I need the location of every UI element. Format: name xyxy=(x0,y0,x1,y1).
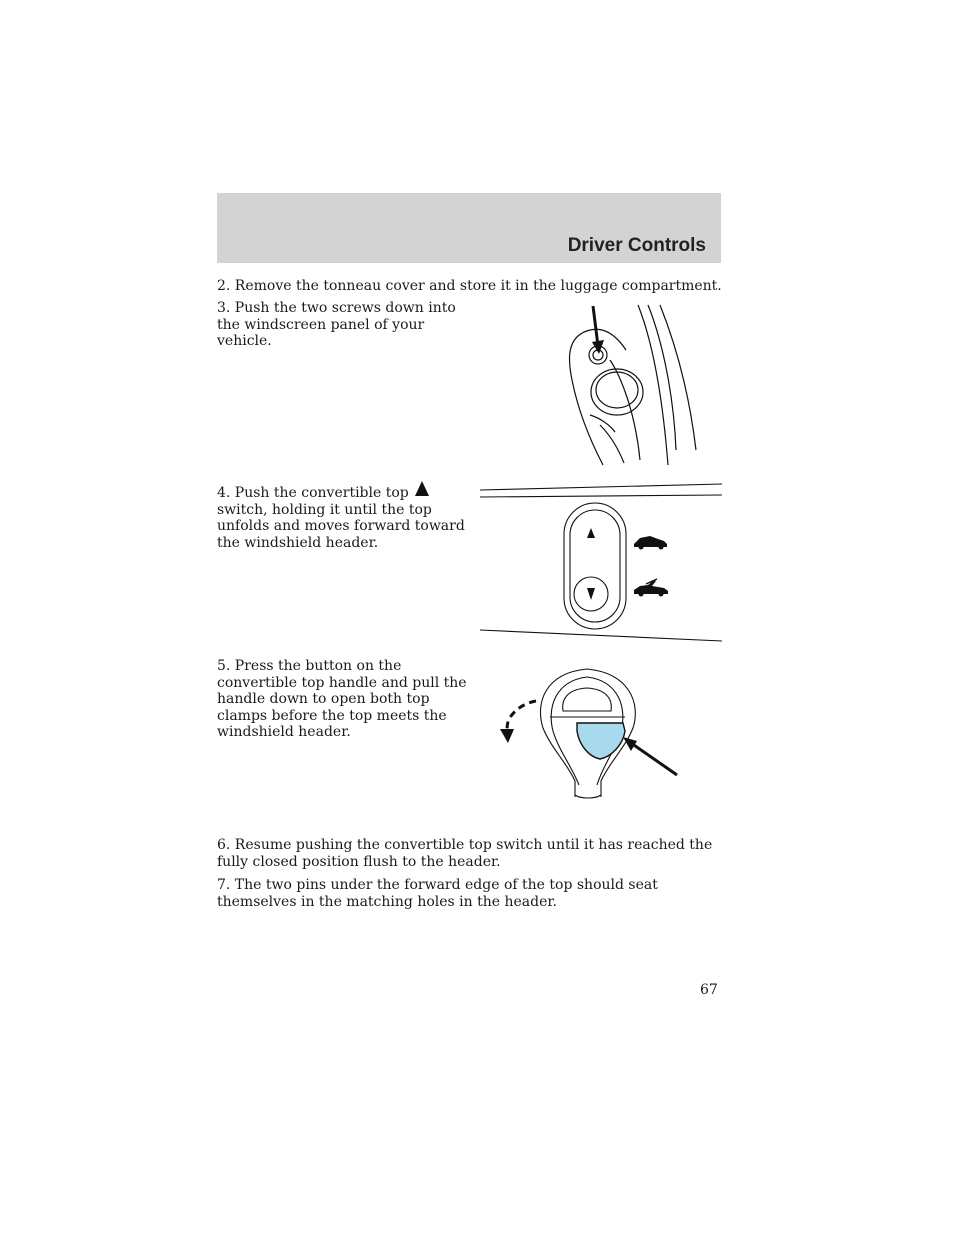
pointer-arrow-icon xyxy=(623,737,677,775)
step-3-line: 3. Push the two screws down into xyxy=(217,300,456,316)
step-3-line: the windscreen panel of your xyxy=(217,316,425,333)
switch-illustration xyxy=(478,480,724,646)
step-5-line: 5. Press the button on the xyxy=(217,658,402,674)
screw-illustration xyxy=(560,300,710,466)
up-triangle-icon xyxy=(415,481,429,496)
step-5-text xyxy=(217,658,472,741)
step-4-line: switch, holding it until the top xyxy=(217,501,432,518)
step-5-line: windshield header. xyxy=(217,724,351,740)
step-4-line: the windshield header. xyxy=(217,534,379,551)
step-5-line: clamps before the top meets the xyxy=(217,707,447,724)
step-6-line: fully closed position flush to the header. xyxy=(217,853,501,870)
step-5-line: convertible top handle and pull the xyxy=(217,674,467,691)
page-number: 67 xyxy=(700,982,718,998)
up-arrow-icon xyxy=(587,528,595,538)
header-band xyxy=(217,193,721,263)
step-4-line: unfolds and moves forward toward xyxy=(217,518,465,534)
step-7-text xyxy=(217,877,727,910)
step-2-text: 2. Remove the tonneau cover and store it in the luggage compartment. xyxy=(217,278,722,294)
down-arrow-icon xyxy=(587,588,595,600)
step-3-text xyxy=(217,300,467,350)
step-3-line: vehicle. xyxy=(217,333,272,349)
step-6-text xyxy=(217,837,727,870)
closed-top-car-icon xyxy=(634,536,667,550)
pull-down-arrow-icon xyxy=(500,701,536,743)
step-7-line: 7. The two pins under the forward edge of the top should seat xyxy=(217,877,658,893)
step-7-line: themselves in the matching holes in the header. xyxy=(217,893,557,910)
step-6-line: 6. Resume pushing the convertible top switch until it has reached the xyxy=(217,837,713,853)
step-4-line: 4. Push the convertible top xyxy=(217,485,409,501)
step-4-text xyxy=(217,481,467,551)
step-5-line: handle down to open both top xyxy=(217,691,430,707)
handle-illustration xyxy=(495,663,685,803)
section-title: Driver Controls xyxy=(567,235,706,256)
open-top-car-icon xyxy=(634,579,668,597)
